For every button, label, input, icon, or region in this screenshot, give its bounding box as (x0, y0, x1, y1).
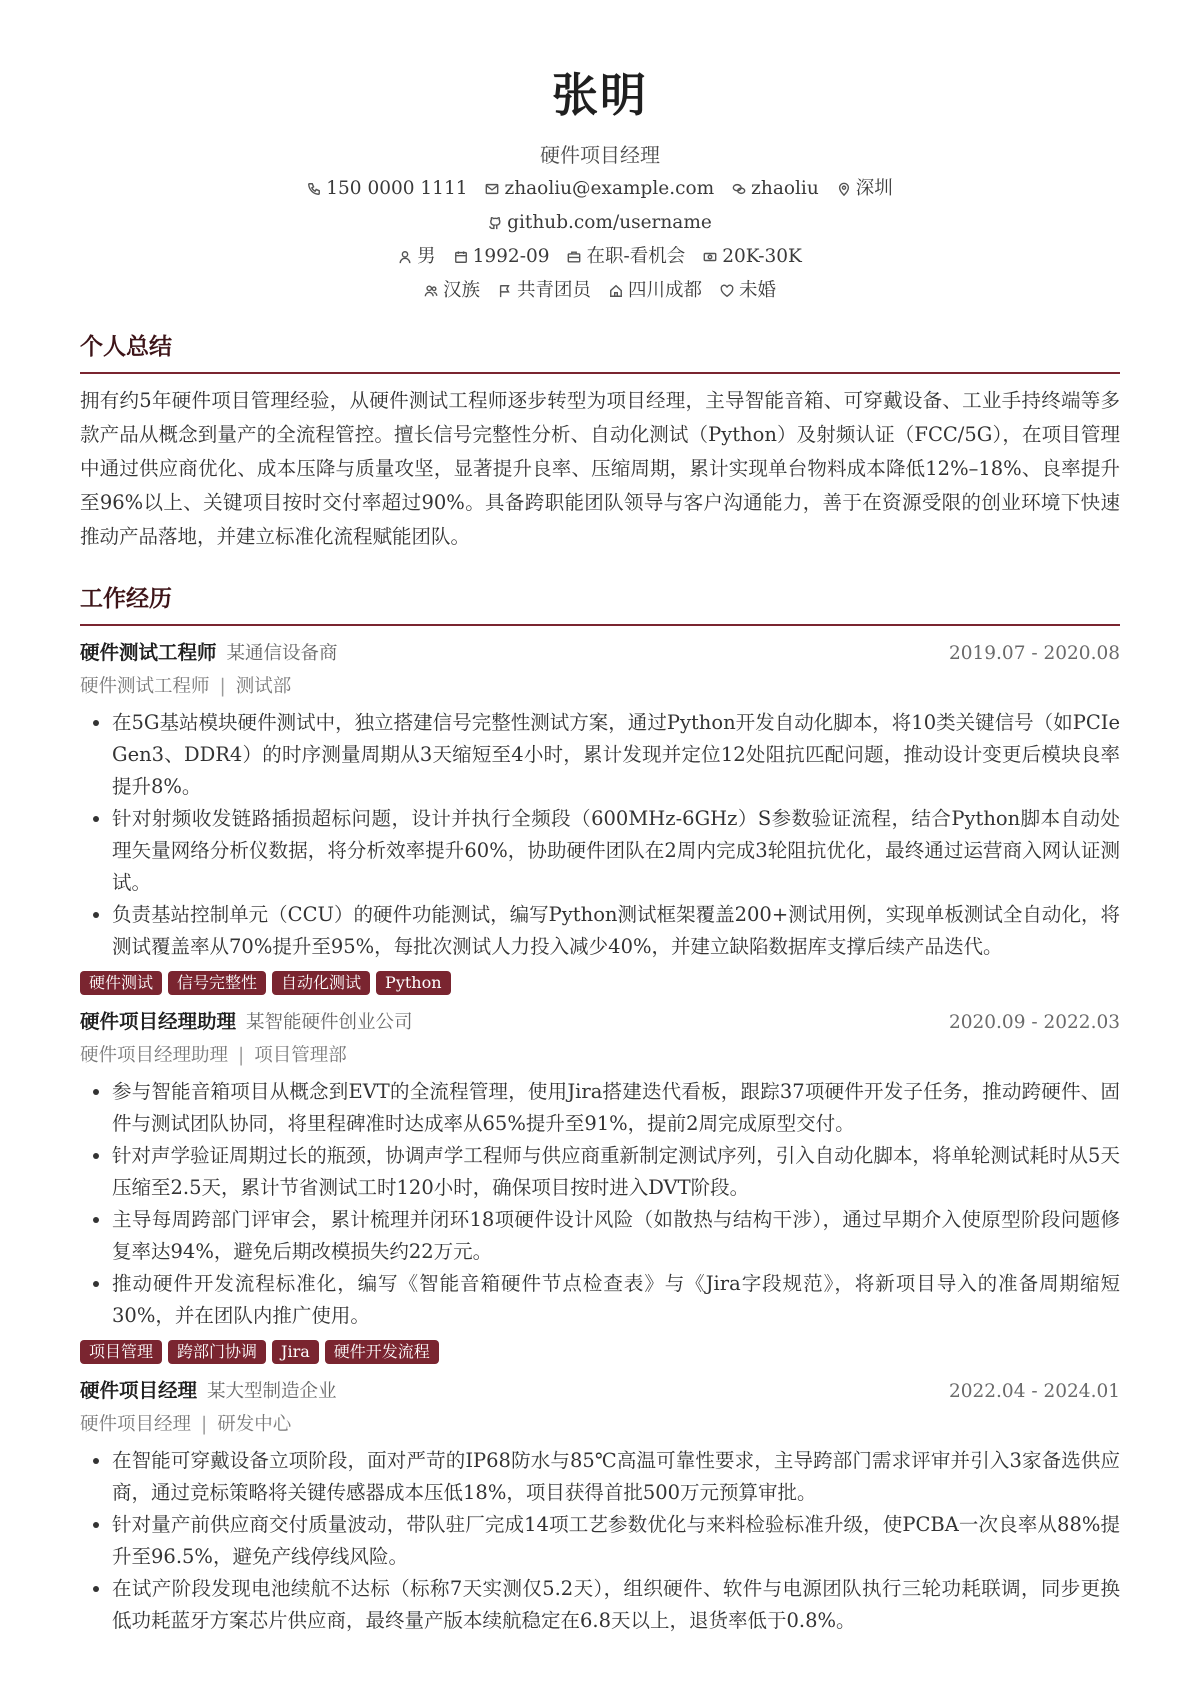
job-role: 硬件测试工程师 (80, 641, 217, 664)
bullet-list (80, 1076, 1120, 1332)
briefcase-icon (567, 250, 581, 264)
skill-tag: 跨部门协调 (168, 1340, 266, 1364)
extra-text: 四川成都 (628, 280, 703, 301)
job-department: 测试部 (235, 676, 292, 697)
job-header (80, 636, 1120, 671)
skill-tag: 硬件开发流程 (325, 1340, 439, 1364)
section-heading: 工作经历 (80, 580, 1120, 626)
extra-text: 未婚 (739, 280, 777, 301)
links-text: github.com/username (507, 212, 712, 233)
skill-tags (80, 971, 1120, 995)
job-date: 2020.09 - 2022.03 (948, 1012, 1120, 1033)
separator: | (238, 1045, 245, 1066)
link-row (0, 206, 1200, 240)
bullet-item: • 参与智能音箱项目从概念到EVT的全流程管理，使用Jira搭建迭代看板，跟踪37项硬件开发子任务，推动跨硬件、固件与测试团队协同，将里程碑准时达成率从65%提升至91%，提前2周完成原型交付。 (112, 1076, 1120, 1140)
separator: | (219, 676, 226, 697)
contacts-item (307, 172, 467, 206)
job-subline (80, 1409, 1120, 1441)
contacts-text: 深圳 (855, 178, 893, 199)
bullet-item: • 针对声学验证周期过长的瓶颈，协调声学工程师与供应商重新制定测试序列，引入自动化脚本，将单轮测试耗时从5天压缩至2.5天，累计节省测试工时120小时，确保项目按时进入DVT阶段。 (112, 1140, 1120, 1204)
job-entry (80, 636, 1120, 995)
job-heading (80, 636, 338, 671)
basics-text: 1992-09 (472, 246, 550, 267)
job-subline (80, 671, 1120, 703)
contacts-item (485, 172, 714, 206)
summary-text: 拥有约5年硬件项目管理经验，从硬件测试工程师逐步转型为项目经理，主导智能音箱、可穿戴设备、工业手持终端等多款产品从概念到量产的全流程管控。擅长信号完整性分析、自动化测试（Python）及射频认证（FCC/5G），在项目管理中通过供应商优化、成本压降与质量攻坚，显著提升良率、压缩周期，累计实现单台物料成本降低12%–18%、良率提升至96%以上、关键项目按时交付率超过90%。具备跨职能团队领导与客户沟通能力，善于在资源受限的创业环境下快速推动产品落地，并建立标准化流程赋能团队。 (80, 389, 1120, 548)
calendar-icon (454, 250, 468, 264)
bullet-item: • 在智能可穿戴设备立项阶段，面对严苛的IP68防水与85℃高温可靠性要求，主导跨部门需求评审并引入3家备选供应商，通过竞标策略将关键传感器成本压低18%，项目获得首批500万元预算审批。 (112, 1445, 1120, 1509)
job-heading (80, 1374, 337, 1409)
wechat-icon (732, 182, 746, 196)
job-company: 某智能硬件创业公司 (246, 1012, 413, 1033)
job-date: 2019.07 - 2020.08 (948, 643, 1120, 664)
home-icon (609, 284, 623, 298)
job-heading (80, 1005, 413, 1040)
experience-section (80, 580, 1120, 1637)
skill-tags (80, 1340, 1120, 1364)
bullet-item: • 在5G基站模块硬件测试中，独立搭建信号完整性测试方案，通过Python开发自动化脚本，将10类关键信号（如PCIe Gen3、DDR4）的时序测量周期从3天缩短至4小时，累计发现并定位12处阻抗匹配问题，推动设计变更后模块良率提升8%。 (112, 707, 1120, 803)
job-date: 2022.04 - 2024.01 (948, 1381, 1120, 1402)
skill-tag: 硬件测试 (80, 971, 162, 995)
basics-text: 男 (417, 246, 436, 267)
mail-icon (485, 182, 499, 196)
contacts-item (732, 172, 819, 206)
location-icon (837, 182, 851, 196)
skill-tag: 项目管理 (80, 1340, 162, 1364)
job-role: 硬件项目经理助理 (80, 1010, 237, 1033)
contacts-text: zhaoliu (751, 178, 819, 199)
extra-item (720, 274, 776, 308)
job-position: 硬件项目经理助理 (80, 1045, 229, 1066)
summary-section (80, 328, 1120, 554)
extra-item (498, 274, 591, 308)
github-icon (488, 216, 502, 230)
basic-info-row (0, 240, 1200, 274)
job-department: 项目管理部 (254, 1045, 347, 1066)
bullet-list (80, 1445, 1120, 1637)
separator: | (201, 1414, 208, 1435)
extra-item (609, 274, 702, 308)
contacts-text: 150 0000 1111 (326, 178, 468, 199)
job-header (80, 1374, 1120, 1409)
bullet-item: • 主导每周跨部门评审会，累计梳理并闭环18项硬件设计风险（如散热与结构干涉），通过早期介入使原型阶段问题修复率达94%，避免后期改模损失约22万元。 (112, 1204, 1120, 1268)
salary-icon (703, 250, 717, 264)
basics-text: 在职-看机会 (586, 246, 686, 267)
heart-icon (720, 284, 734, 298)
extra-text: 汉族 (442, 280, 480, 301)
job-department: 研发中心 (217, 1414, 292, 1435)
basics-text: 20K-30K (722, 246, 802, 267)
job-list (80, 636, 1120, 1637)
extra-info-row (0, 274, 1200, 308)
people-icon (424, 284, 438, 298)
extra-item (424, 274, 480, 308)
job-header (80, 1005, 1120, 1040)
job-entry (80, 1005, 1120, 1364)
basics-item (398, 240, 436, 274)
basics-item (454, 240, 550, 274)
skill-tag: 自动化测试 (272, 971, 370, 995)
candidate-name: 张明 (552, 68, 648, 122)
extra-text: 共青团员 (516, 280, 591, 301)
job-title: 硬件项目经理 (540, 143, 660, 167)
links-item (488, 206, 712, 240)
contacts-text: zhaoliu@example.com (504, 178, 715, 199)
bullet-list (80, 707, 1120, 963)
section-heading: 个人总结 (80, 328, 1120, 374)
contact-row (0, 172, 1200, 206)
resume-header (0, 0, 1200, 308)
job-entry (80, 1374, 1120, 1637)
bullet-item: • 负责基站控制单元（CCU）的硬件功能测试，编写Python测试框架覆盖200+测试用例，实现单板测试全自动化，将测试覆盖率从70%提升至95%，每批次测试人力投入减少40%，并建立缺陷数据库支撑后续产品迭代。 (112, 899, 1120, 963)
phone-icon (307, 182, 321, 196)
job-role: 硬件项目经理 (80, 1379, 198, 1402)
skill-tag: 信号完整性 (168, 971, 266, 995)
job-position: 硬件测试工程师 (80, 676, 210, 697)
job-company: 某通信设备商 (226, 643, 338, 664)
bullet-item: • 推动硬件开发流程标准化，编写《智能音箱硬件节点检查表》与《Jira字段规范》，将新项目导入的准备周期缩短30%，并在团队内推广使用。 (112, 1268, 1120, 1332)
skill-tag: Jira (272, 1340, 319, 1364)
flag-icon (498, 284, 512, 298)
contacts-item (837, 172, 893, 206)
user-icon (398, 250, 412, 264)
bullet-item: • 针对射频收发链路插损超标问题，设计并执行全频段（600MHz-6GHz）S参数验证流程，结合Python脚本自动处理矢量网络分析仪数据，将分析效率提升60%，协助硬件团队在2周内完成3轮阻抗优化，最终通过运营商入网认证测试。 (112, 803, 1120, 899)
job-position: 硬件项目经理 (80, 1414, 192, 1435)
job-subline (80, 1040, 1120, 1072)
job-company: 某大型制造企业 (207, 1381, 337, 1402)
basics-item (703, 240, 802, 274)
bullet-item: • 在试产阶段发现电池续航不达标（标称7天实测仅5.2天），组织硬件、软件与电源团队执行三轮功耗联调，同步更换低功耗蓝牙方案芯片供应商，最终量产版本续航稳定在6.8天以上，退货率低于0.8%。 (112, 1573, 1120, 1637)
basics-item (567, 240, 685, 274)
skill-tag: Python (376, 971, 450, 995)
bullet-item: • 针对量产前供应商交付质量波动，带队驻厂完成14项工艺参数优化与来料检验标准升级，使PCBA一次良率从88%提升至96.5%，避免产线停线风险。 (112, 1509, 1120, 1573)
